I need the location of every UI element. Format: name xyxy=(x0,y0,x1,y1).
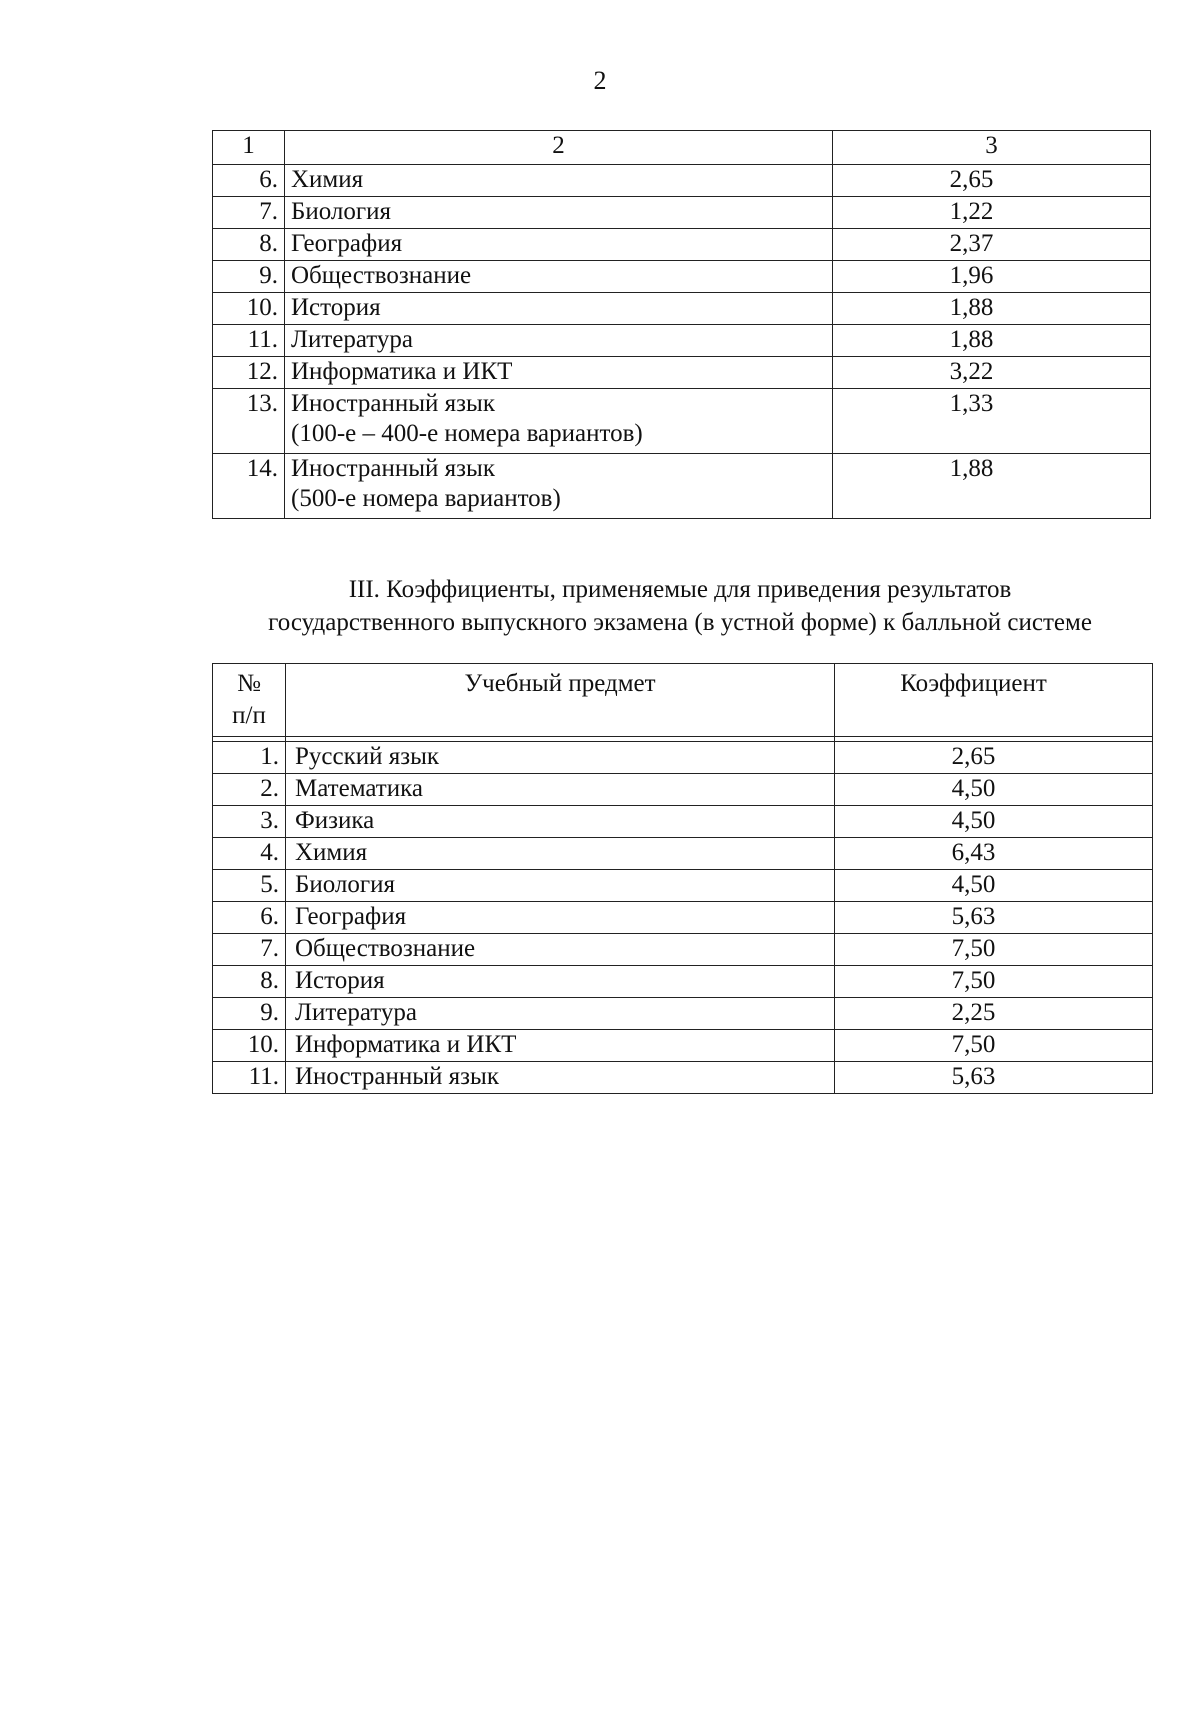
table-row xyxy=(213,774,1153,806)
table-row xyxy=(213,454,1151,519)
row-number: 6. xyxy=(213,902,286,934)
row-number: 12. xyxy=(213,357,285,389)
row-coefficient: 7,50 xyxy=(835,1030,1153,1062)
row-coefficient: 7,50 xyxy=(835,966,1153,998)
table-row xyxy=(213,293,1151,325)
row-subject xyxy=(285,197,833,229)
subject-note: (100-е – 400-е номера вариантов) xyxy=(291,420,643,447)
table-header-row xyxy=(213,664,1153,737)
row-subject: Литература xyxy=(286,998,835,1030)
subject-name: Иностранный язык xyxy=(291,455,495,482)
table-row xyxy=(213,902,1153,934)
row-subject xyxy=(285,325,833,357)
row-subject xyxy=(285,165,833,197)
row-coefficient: 1,22 xyxy=(833,197,1151,229)
header-col-1: 1 xyxy=(213,131,285,165)
row-subject xyxy=(285,357,833,389)
row-coefficient: 4,50 xyxy=(835,774,1153,806)
row-number: 9. xyxy=(213,261,285,293)
row-number: 10. xyxy=(213,1030,286,1062)
row-subject: Иностранный язык xyxy=(286,1062,835,1094)
row-number: 7. xyxy=(213,934,286,966)
section-title-line-2: государственного выпускного экзамена (в устной форме) к балльной системе xyxy=(268,609,1092,636)
row-number: 7. xyxy=(213,197,285,229)
table-row xyxy=(213,197,1151,229)
row-number: 1. xyxy=(213,742,286,774)
table-row xyxy=(213,742,1153,774)
table-row xyxy=(213,165,1151,197)
row-number: 11. xyxy=(213,325,285,357)
row-number: 11. xyxy=(213,1062,286,1094)
row-subject xyxy=(285,293,833,325)
section-title-line-1: III. Коэффициенты, применяемые для приведения результатов xyxy=(348,576,1012,603)
row-subject xyxy=(285,454,833,519)
row-number: 14. xyxy=(213,454,285,519)
row-coefficient: 4,50 xyxy=(835,806,1153,838)
table-row xyxy=(213,806,1153,838)
row-number: 4. xyxy=(213,838,286,870)
row-coefficient: 1,33 xyxy=(833,389,1151,454)
row-subject xyxy=(285,229,833,261)
row-coefficient: 1,88 xyxy=(833,325,1151,357)
header-number-abbr: п/п xyxy=(232,702,266,729)
row-coefficient: 1,88 xyxy=(833,293,1151,325)
row-coefficient: 3,22 xyxy=(833,357,1151,389)
table-row xyxy=(213,998,1153,1030)
table-row xyxy=(213,1030,1153,1062)
table-row xyxy=(213,357,1151,389)
row-number: 3. xyxy=(213,806,286,838)
table-row xyxy=(213,1062,1153,1094)
row-subject xyxy=(285,261,833,293)
row-number: 2. xyxy=(213,774,286,806)
subject-name: Обществознание xyxy=(291,262,472,289)
row-subject xyxy=(285,389,833,454)
row-subject: Русский язык xyxy=(286,742,835,774)
row-number: 10. xyxy=(213,293,285,325)
table-row xyxy=(213,838,1153,870)
coefficients-table-continued xyxy=(212,130,1151,519)
oral-exam-coefficients-table xyxy=(212,663,1153,1094)
row-subject: История xyxy=(286,966,835,998)
row-coefficient: 7,50 xyxy=(835,934,1153,966)
row-number: 6. xyxy=(213,165,285,197)
row-coefficient: 5,63 xyxy=(835,902,1153,934)
row-coefficient: 2,65 xyxy=(833,165,1151,197)
row-subject: Химия xyxy=(286,838,835,870)
row-number: 5. xyxy=(213,870,286,902)
subject-name: Химия xyxy=(291,166,364,193)
table-row xyxy=(213,966,1153,998)
table-row xyxy=(213,389,1151,454)
row-subject: Обществознание xyxy=(286,934,835,966)
header-coefficient: Коэффициент xyxy=(835,664,1153,737)
subject-name: Биология xyxy=(291,198,392,225)
row-coefficient: 4,50 xyxy=(835,870,1153,902)
section-title xyxy=(200,573,1160,639)
table-row xyxy=(213,261,1151,293)
page-number: 2 xyxy=(593,66,607,95)
row-number: 8. xyxy=(213,229,285,261)
row-coefficient: 2,65 xyxy=(835,742,1153,774)
row-coefficient: 2,37 xyxy=(833,229,1151,261)
subject-name: Информатика и ИКТ xyxy=(291,358,513,385)
table-row xyxy=(213,229,1151,261)
table-row xyxy=(213,870,1153,902)
row-subject: Физика xyxy=(286,806,835,838)
header-col-2: 2 xyxy=(285,131,833,165)
row-coefficient: 5,63 xyxy=(835,1062,1153,1094)
subject-name: История xyxy=(291,294,381,321)
table-header-row xyxy=(213,131,1151,165)
table-row xyxy=(213,325,1151,357)
row-number: 8. xyxy=(213,966,286,998)
header-number xyxy=(213,664,286,737)
subject-note: (500-е номера вариантов) xyxy=(291,485,561,512)
header-col-3: 3 xyxy=(833,131,1151,165)
row-coefficient: 1,88 xyxy=(833,454,1151,519)
subject-name: Иностранный язык xyxy=(291,390,495,417)
row-coefficient: 2,25 xyxy=(835,998,1153,1030)
row-subject: География xyxy=(286,902,835,934)
subject-name: География xyxy=(291,230,403,257)
row-subject: Информатика и ИКТ xyxy=(286,1030,835,1062)
row-coefficient: 6,43 xyxy=(835,838,1153,870)
table-row xyxy=(213,934,1153,966)
row-number: 13. xyxy=(213,389,285,454)
row-subject: Биология xyxy=(286,870,835,902)
row-coefficient: 1,96 xyxy=(833,261,1151,293)
header-subject: Учебный предмет xyxy=(286,664,835,737)
subject-name: Литература xyxy=(291,326,413,353)
header-number-symbol: № xyxy=(237,670,261,697)
row-number: 9. xyxy=(213,998,286,1030)
row-subject: Математика xyxy=(286,774,835,806)
